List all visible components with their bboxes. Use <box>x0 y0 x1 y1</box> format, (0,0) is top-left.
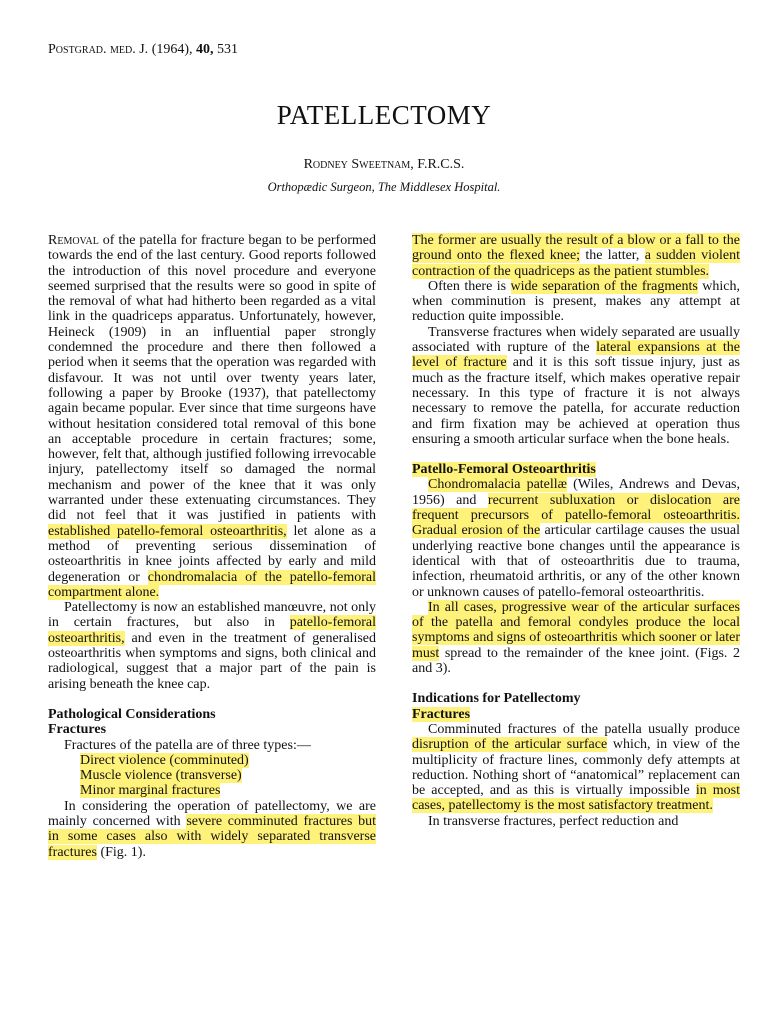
subsection-heading <box>412 707 740 722</box>
paragraph <box>48 799 376 860</box>
text-run: and even in the treatment of generalised osteoarthritis when symptoms and signs, both clinical and radiological, suggest that a major part of the pain is arising beneath the knee cap. <box>48 630 376 692</box>
text-run: (Wiles, Andrews and Devas, 1956) and <box>412 477 740 508</box>
paragraph <box>412 722 740 814</box>
highlight: a sudden violent contraction of the quadriceps as the patient stumbles. <box>412 248 740 279</box>
paragraph <box>412 477 740 599</box>
journal-name: Postgrad. med. J. <box>48 42 149 57</box>
text-run: In considering the operation of patellectomy, we are mainly concerned with <box>48 798 376 829</box>
text-run: which, in view of the multiplicity of fracture lines, commonly defy attempts at reduction. Nothing short of “anatomical” replacement can be accepted, and as this is virtually impossible <box>412 737 740 799</box>
text-run: articular cartilage causes the usual underlying reactive bone changes until the appearance is identical with that of osteoarthritis due to trauma, infection, rheumatoid arthritis, or any of the other known or unknown causes of patello-femoral osteoarthritis. <box>412 523 741 600</box>
highlight: Chondromalacia patellæ <box>428 477 568 493</box>
paragraph <box>48 600 376 692</box>
highlight: established patello-femoral osteoarthritis, <box>48 523 287 539</box>
citation-line <box>48 42 238 58</box>
highlight: Patello-Femoral Osteoarthritis <box>412 462 596 478</box>
highlight: wide separation of the fragments <box>510 278 698 294</box>
list-item <box>80 768 376 783</box>
paragraph <box>412 325 740 447</box>
text-run: let alone as a method of preventing serious dissemination of osteoarthritis in knee joints affected by early and mild degeneration or <box>48 523 377 585</box>
text-run: Transverse fractures when widely separated are usually associated with rupture of the <box>412 324 740 356</box>
paragraph <box>412 279 740 325</box>
list-item <box>80 753 376 768</box>
list-item <box>80 783 376 798</box>
text-run: (Fig. 1). <box>96 844 146 860</box>
text-run: spread to the remainder of the knee joint. (Figs. 2 and 3). <box>412 645 740 677</box>
journal-year: (1964), <box>151 42 193 57</box>
text-run: the latter, <box>580 248 645 264</box>
section-heading <box>412 462 740 477</box>
highlight: chondromalacia of the patello-femoral compartment alone. <box>48 569 376 600</box>
subsection-heading: Fractures <box>48 722 107 738</box>
section-heading: Indications for Patellectomy <box>412 691 581 707</box>
journal-volume: 40, <box>196 42 214 57</box>
affiliation-line: Orthopædic Surgeon, The Middlesex Hospital. <box>267 180 501 194</box>
article-title: PATELLECTOMY <box>276 100 492 130</box>
highlight: Muscle violence (transverse) <box>80 768 242 784</box>
fracture-types-list <box>48 753 376 799</box>
highlight: In all cases, progressive wear of the articular surfaces of the patella and femoral condyles produce the local symptoms and signs of osteoarthritis which sooner or later must <box>412 599 740 661</box>
highlight: lateral expansions at the level of fracture <box>412 340 740 371</box>
highlight: disruption of the articular surface <box>412 737 608 753</box>
left-column <box>48 233 376 860</box>
text-run: Often there is <box>428 278 511 294</box>
paragraph: Fractures of the patella are of three types:— <box>64 737 311 753</box>
highlight: The former are usually the result of a blow or a fall to the ground onto the flexed knee; <box>412 233 740 264</box>
text-run: which, when comminution is present, makes any attempt at reduction quite impossible. <box>412 278 740 325</box>
highlight: Direct violence (comminuted) <box>80 752 249 768</box>
journal-page: 531 <box>217 42 239 57</box>
highlight: severe comminuted fractures but in some cases also with widely separated transverse fractures <box>48 813 377 860</box>
paragraph: In transverse fractures, perfect reduction and <box>428 813 679 829</box>
right-column <box>412 233 740 829</box>
section-heading: Pathological Considerations <box>48 706 216 722</box>
paragraph <box>412 600 740 676</box>
author-line: Rodney Sweetnam, F.R.C.S. <box>303 157 465 172</box>
drop-lead-word: Removal <box>48 233 99 248</box>
highlight: recurrent subluxation or dislocation are frequent precursors of patello-femoral osteoarthritis. Gradual erosion of the <box>412 492 740 539</box>
highlight: in most cases, patellectomy is the most satisfactory treatment. <box>412 783 741 814</box>
text-run: and it is this soft tissue injury, just as much as the fracture itself, which makes operative repair necessary. In this type of fracture it is not always necessary to remove the patella, for accurate reduction and firm fixation may be achieved at operation thus ensuring a smooth articular surface when the bone heals. <box>412 355 741 447</box>
intro-paragraph <box>48 233 376 600</box>
text-run: Patellectomy is now an established manœuvre, not only in certain fractures, but also in <box>48 600 376 631</box>
text-run: Comminuted fractures of the patella usually produce <box>428 721 740 737</box>
highlight: Fractures <box>412 706 471 722</box>
highlight: Minor marginal fractures <box>80 783 221 799</box>
highlight: patello-femoral osteoarthritis, <box>48 615 376 646</box>
text-run: of the patella for fracture began to be performed towards the end of the last century. Good reports followed the introduction of this novel procedure and everyone seemed surprised that the results were so good in spite of the removal of what had hitherto been regarded as a vital link in the quadriceps apparatus. Unfortunately, however, Heineck (1909) in an influential paper strongly condemned the procedure and there then followed a period when it seems that the operation was regarded with disfavour. It was not until over twenty years later, following a paper by Brooke (1937), that patellectomy again became popular. Ever since that time surgeons have without hesitation considered total removal of this bone an acceptable procedure in certain fractures; some, however, felt that, although justified following irrevocable injury, patellectomy itself so damaged the normal mechanism and power of the knee that it was only warranted under these extenuating circumstances. They did not feel that it was justified in patients with <box>48 233 376 524</box>
paragraph <box>412 233 740 279</box>
